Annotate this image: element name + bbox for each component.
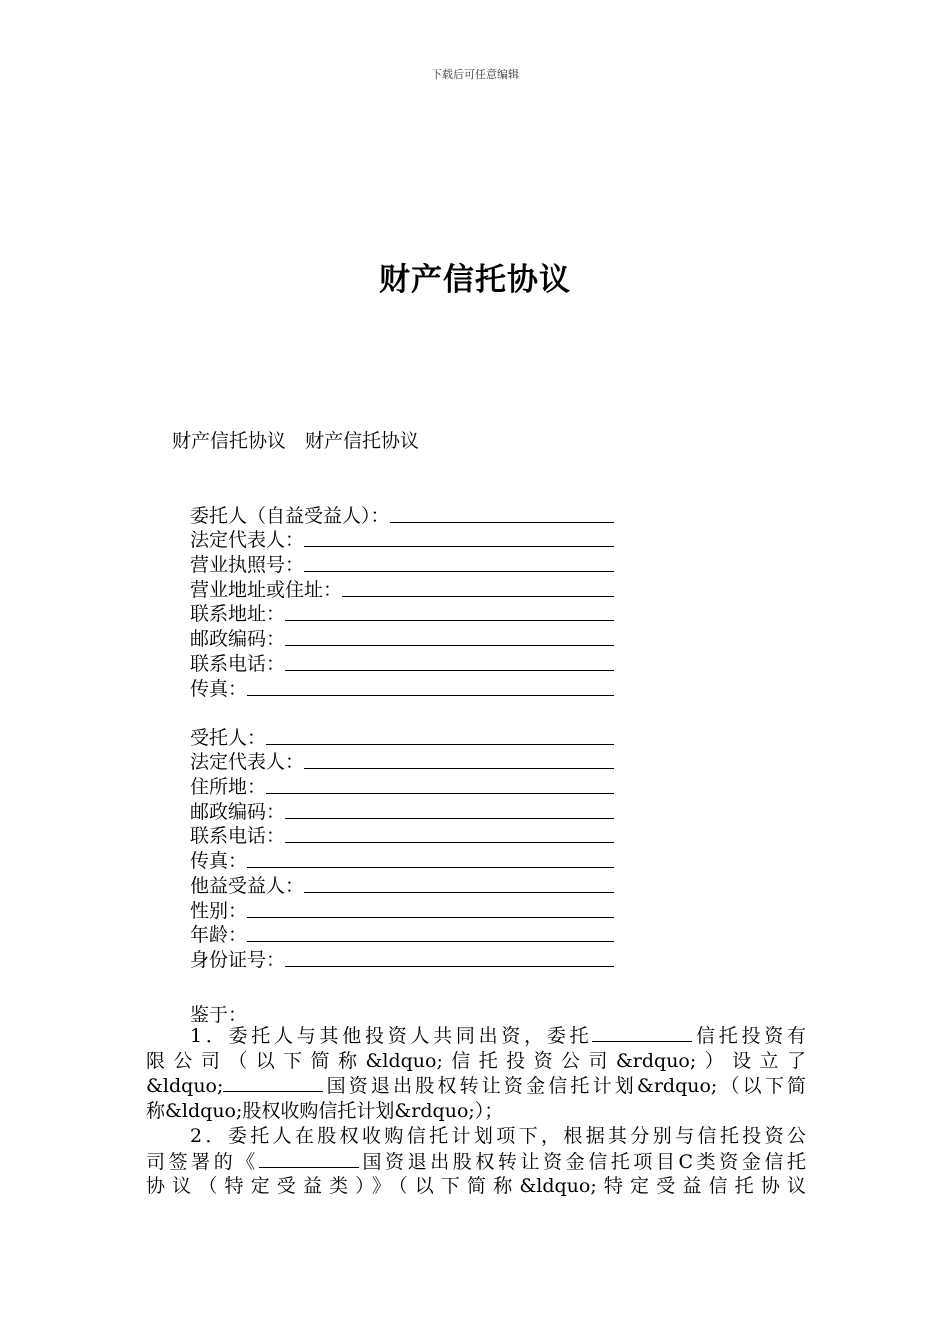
blank-line[interactable] — [247, 678, 614, 696]
paragraph-text: 司签署的《 — [146, 1150, 259, 1173]
field-label: 法定代表人： — [190, 751, 305, 774]
paragraph-text: 国资退出股权转让资金信托计划&rdquo;（以下简 — [323, 1075, 806, 1098]
paragraph-line: 限公司（以下简称&ldquo;信托投资公司&rdquo;）设立了 — [146, 1049, 806, 1072]
recital-heading: 鉴于： — [190, 1004, 248, 1026]
field-label: 性别： — [190, 899, 248, 922]
blank-line[interactable] — [304, 875, 614, 893]
field-label: 法定代表人： — [190, 529, 305, 552]
trustee-field[interactable] — [190, 724, 614, 749]
field-label: 传真： — [190, 850, 248, 873]
blank-line[interactable] — [285, 949, 614, 967]
paragraph-text: 信托投资有 — [692, 1025, 806, 1047]
blank-line[interactable] — [304, 529, 614, 547]
paragraph-1 — [146, 1023, 806, 1124]
trustor-field[interactable] — [190, 576, 614, 601]
field-label: 联系电话： — [190, 825, 286, 848]
paragraph-line: 称&ldquo;股权收购信托计划&rdquo;）； — [146, 1100, 504, 1123]
field-label: 年龄： — [190, 924, 248, 947]
trustor-field[interactable] — [190, 601, 614, 626]
blank-line[interactable] — [342, 579, 614, 597]
paragraph-2 — [146, 1124, 806, 1199]
document-subtitle: 财产信托协议 财产信托协议 — [172, 430, 420, 452]
trustee-field[interactable] — [190, 897, 614, 922]
blank-line[interactable] — [304, 554, 614, 572]
paragraph-line — [146, 1149, 806, 1175]
trustee-info-block — [190, 724, 614, 971]
header-note: 下载后可任意编辑 — [431, 68, 519, 81]
field-label: 身份证号： — [190, 948, 286, 971]
field-label: 联系地址： — [190, 603, 286, 626]
blank-line[interactable] — [247, 850, 614, 868]
paragraph-line: 协议（特定受益类）》（以下简称&ldquo;特定受益信托协议 — [146, 1175, 806, 1198]
blank-line[interactable] — [266, 776, 614, 794]
field-label: 委托人（自益受益人）： — [190, 504, 390, 527]
blank-line[interactable] — [259, 1149, 359, 1168]
field-label: 传真： — [190, 677, 248, 700]
field-label: 营业执照号： — [190, 554, 305, 577]
paragraph-text: 国资退出股权转让资金信托项目C类资金信托 — [358, 1150, 806, 1173]
trustor-field[interactable] — [190, 675, 614, 700]
document-title: 财产信托协议 — [379, 262, 571, 298]
blank-line[interactable] — [223, 1073, 323, 1092]
trustee-field[interactable] — [190, 847, 614, 872]
blank-line[interactable] — [247, 900, 614, 918]
blank-line[interactable] — [285, 603, 614, 621]
trustee-field[interactable] — [190, 773, 614, 798]
field-label: 他益受益人： — [190, 874, 305, 897]
trustee-field[interactable] — [190, 946, 614, 971]
field-label: 住所地： — [190, 776, 267, 799]
paragraph-line — [146, 1073, 806, 1099]
paragraph-text: 1．委托人与其他投资人共同出资，委托 — [190, 1025, 593, 1047]
trustor-field[interactable] — [190, 551, 614, 576]
trustee-field[interactable] — [190, 749, 614, 774]
field-label: 邮政编码： — [190, 628, 286, 651]
field-label: 受托人： — [190, 726, 267, 749]
blank-line[interactable] — [285, 628, 614, 646]
trustor-field[interactable] — [190, 625, 614, 650]
blank-line[interactable] — [390, 505, 614, 523]
paragraph-text: &ldquo; — [146, 1075, 224, 1098]
trustee-field[interactable] — [190, 922, 614, 947]
blank-line[interactable] — [304, 751, 614, 769]
blank-line[interactable] — [592, 1023, 692, 1042]
field-label: 营业地址或住址： — [190, 578, 343, 601]
blank-line[interactable] — [285, 801, 614, 819]
trustor-field[interactable] — [190, 502, 614, 527]
field-label: 联系电话： — [190, 652, 286, 675]
blank-line[interactable] — [247, 924, 614, 942]
trustor-field[interactable] — [190, 650, 614, 675]
paragraph-line — [146, 1023, 806, 1049]
blank-line[interactable] — [285, 653, 614, 671]
blank-line[interactable] — [266, 727, 614, 745]
blank-line[interactable] — [285, 825, 614, 843]
trustor-field[interactable] — [190, 527, 614, 552]
paragraph-line: 2．委托人在股权收购信托计划项下，根据其分别与信托投资公 — [190, 1125, 806, 1147]
trustor-info-block — [190, 502, 614, 700]
trustee-field[interactable] — [190, 823, 614, 848]
trustee-field[interactable] — [190, 798, 614, 823]
field-label: 邮政编码： — [190, 800, 286, 823]
trustee-field[interactable] — [190, 872, 614, 897]
